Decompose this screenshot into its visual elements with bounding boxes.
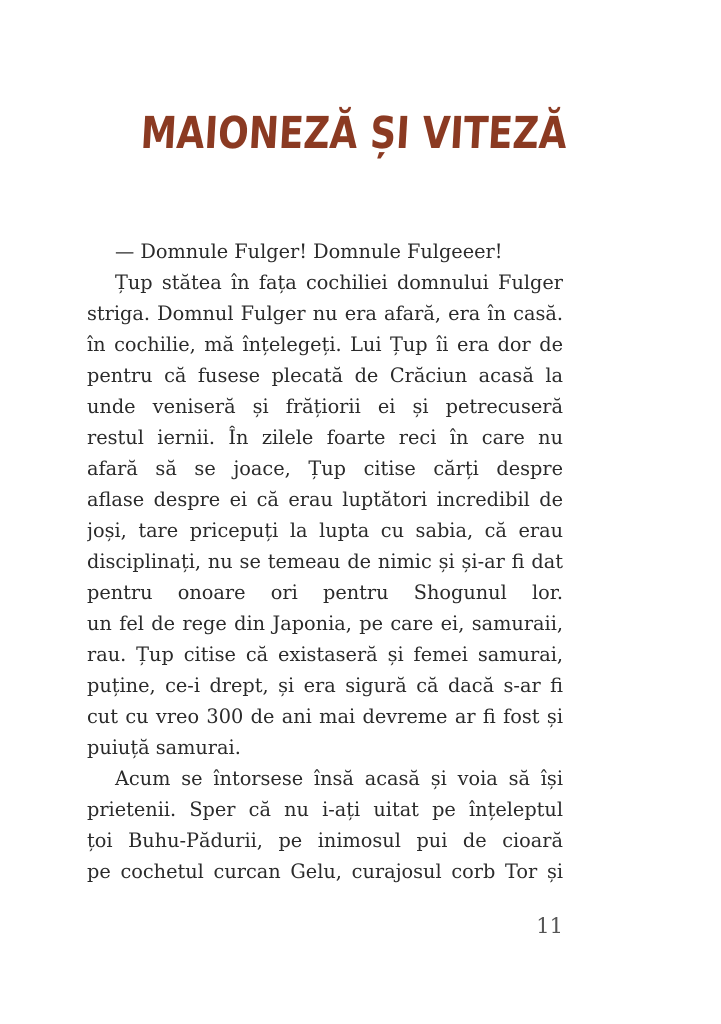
text-line: — Domnule Fulger! Domnule Fulgeeer! xyxy=(115,240,503,263)
text-line: Acum se întorsese însă acasă și voia să își xyxy=(115,767,563,790)
text-line: Țup stătea în fața cochiliei domnului Fulger xyxy=(115,271,563,294)
text-line: pe cochetul curcan Gelu, curajosul corb Tor și xyxy=(87,860,563,883)
text-line: pentru că fusese plecată de Crăciun acasă la xyxy=(87,364,563,387)
text-line: prietenii. Sper că nu i-ați uitat pe înțeleptul xyxy=(87,798,563,821)
chapter-title-text: MAIONEZĂ ȘI VITEZĂ xyxy=(139,108,569,159)
text-line: joși, tare pricepuți la lupta cu sabia, că erau xyxy=(87,519,563,542)
text-line: pentru onoare ori pentru Shogunul lor. xyxy=(87,581,563,604)
text-line: restul iernii. În zilele foarte reci în care nu xyxy=(87,426,563,449)
text-line: aflase despre ei că erau luptători incredibil de xyxy=(87,488,563,511)
text-line: cut cu vreo 300 de ani mai devreme ar fi fost și xyxy=(87,705,563,728)
chapter-body xyxy=(87,236,563,887)
text-line: în cochilie, mă înțelegeți. Lui Țup îi era dor de xyxy=(87,333,563,356)
text-line: striga. Domnul Fulger nu era afară, era în casă. xyxy=(87,302,563,325)
text-line: afară să se joace, Țup citise cărți despre xyxy=(87,457,563,480)
chapter-title xyxy=(58,108,649,159)
text-line: disciplinați, nu se temeau de nimic și și-ar fi dat xyxy=(87,550,563,573)
text-line: rau. Țup citise că existaseră și femei samurai, xyxy=(87,643,563,666)
text-line: un fel de rege din Japonia, pe care ei, samuraii, xyxy=(87,612,563,635)
text-line: puține, ce-i drept, și era sigură că dacă s-ar fi xyxy=(87,674,563,697)
text-line: puiuță samurai. xyxy=(87,736,241,759)
page-number: 11 xyxy=(536,914,563,938)
text-line: unde veniseră și frățiorii ei și petrecuseră xyxy=(87,395,563,418)
text-line: țoi Buhu-Pădurii, pe inimosul pui de cioară xyxy=(87,829,563,852)
